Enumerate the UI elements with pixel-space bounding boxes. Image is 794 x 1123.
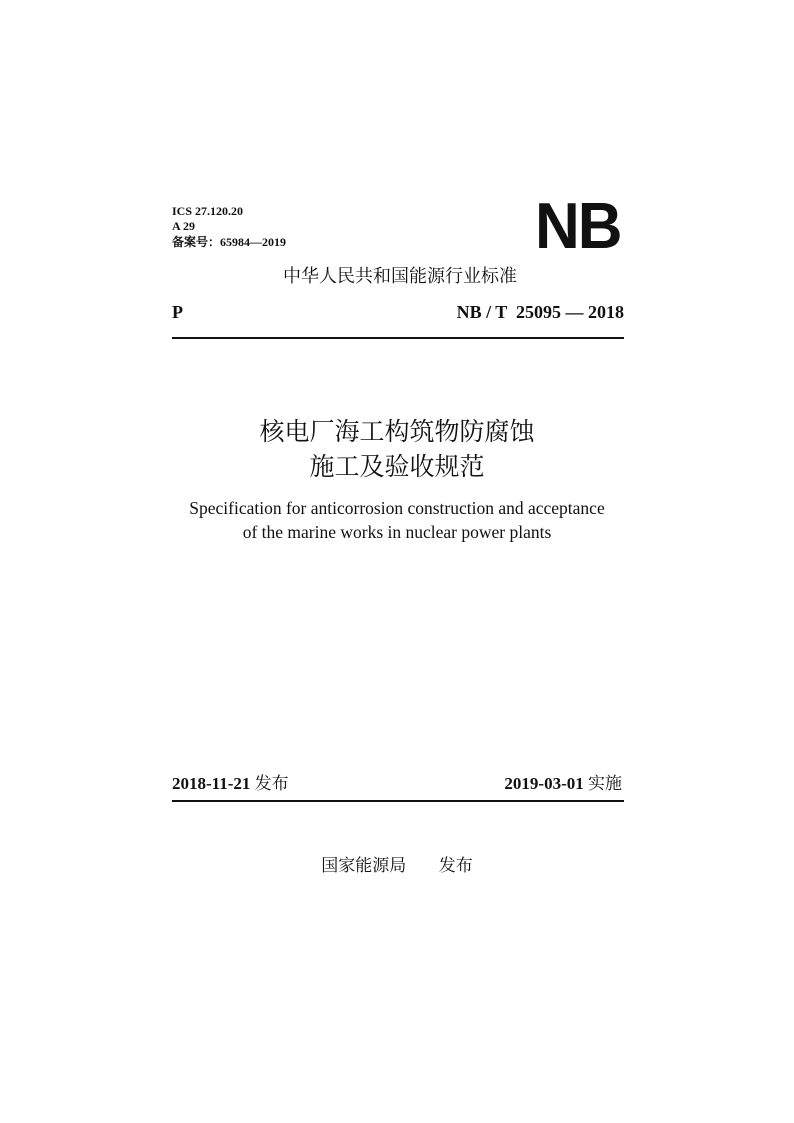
title-english-line-1: Specification for anticorrosion construction and acceptance: [189, 498, 605, 518]
issue-date-block: [172, 772, 289, 796]
ccs-code: A 29: [172, 219, 196, 233]
top-divider: [172, 337, 624, 339]
implementation-date-block: [504, 772, 622, 796]
nb-logo: NB: [535, 190, 621, 263]
title-chinese-line-1: 核电厂海工构筑物防腐蚀: [259, 417, 535, 446]
publisher-name: 国家能源局: [321, 856, 407, 876]
issue-label: 发布: [254, 774, 289, 794]
implementation-label: 实施: [588, 774, 622, 794]
title-english-line-2: of the marine works in nuclear power plants: [242, 522, 552, 542]
publish-label: 发布: [438, 856, 473, 876]
implementation-date: 2019-03-01: [504, 774, 584, 793]
standard-type: 中华人民共和国能源行业标准: [283, 266, 517, 287]
publisher-block: [0, 854, 794, 878]
category-code: P: [172, 302, 183, 322]
standard-number: NB / T 25095 — 2018: [456, 302, 624, 322]
filing-number: 备案号：65984—2019: [172, 235, 287, 249]
ics-code: ICS 27.120.20: [172, 204, 244, 218]
issue-date: 2018-11-21: [172, 774, 251, 793]
bottom-divider: [172, 800, 624, 802]
title-chinese-line-2: 施工及验收规范: [309, 452, 485, 481]
